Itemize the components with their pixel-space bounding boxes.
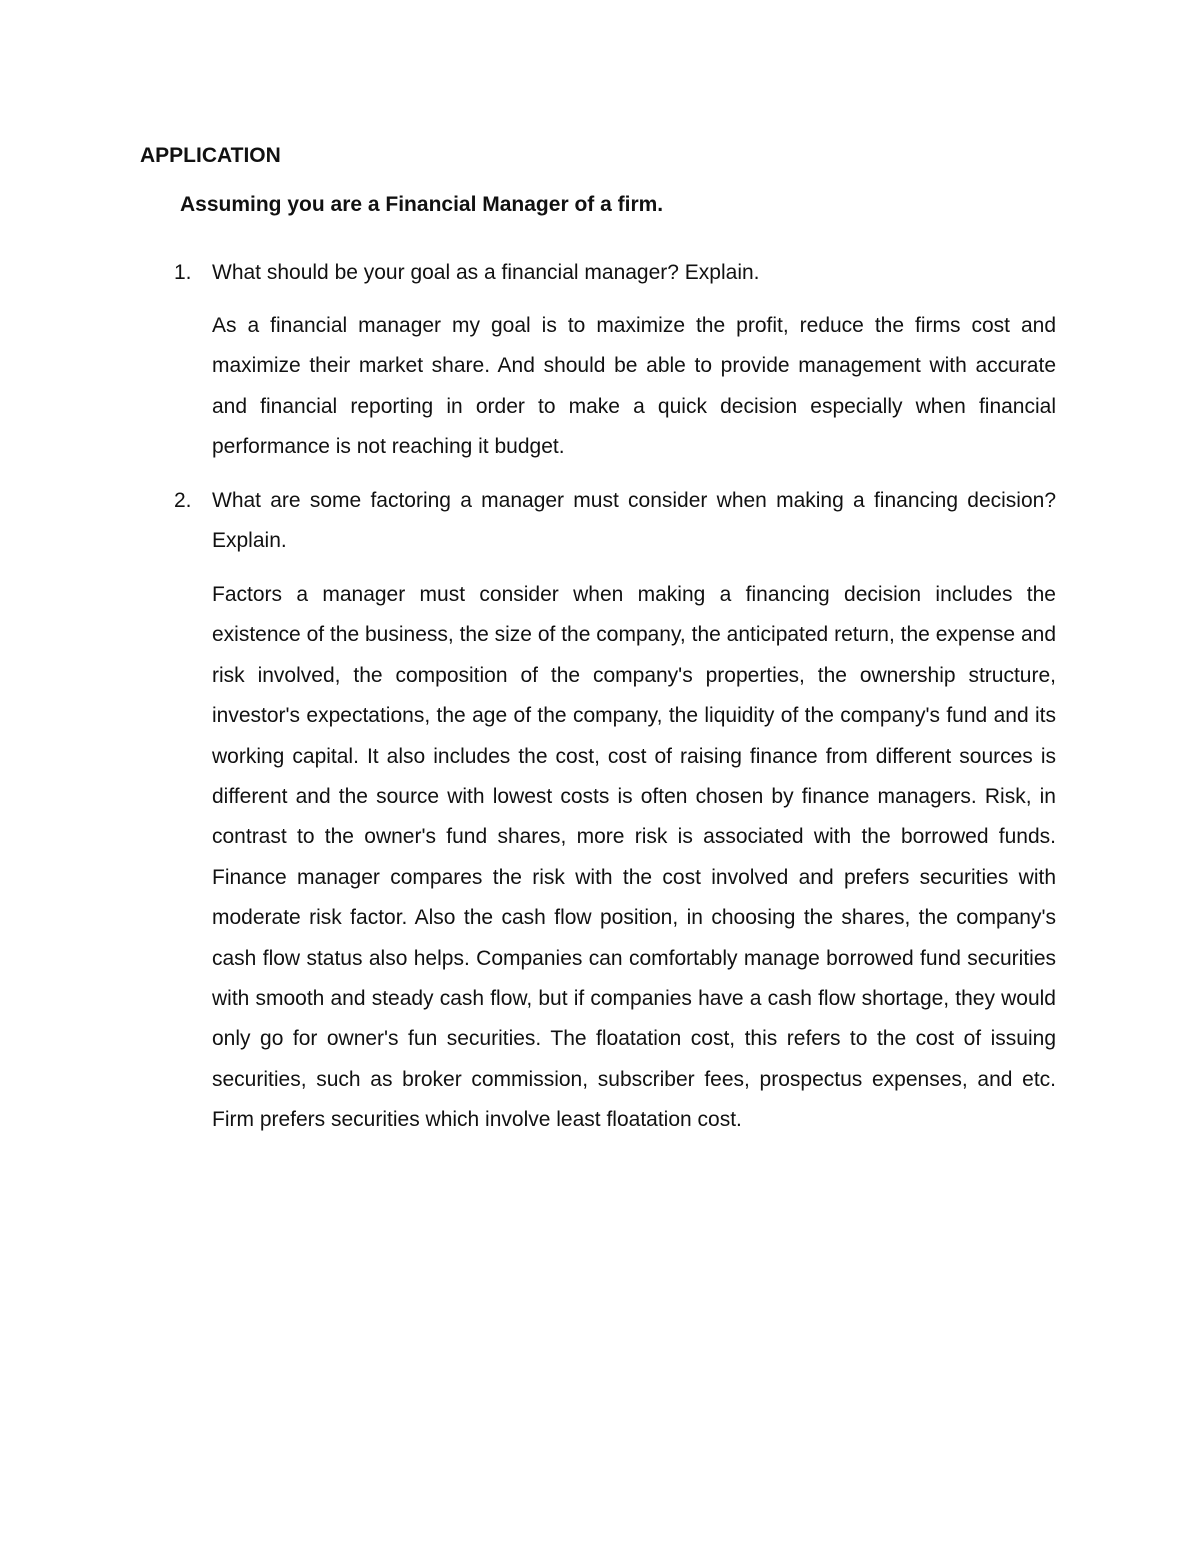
section-heading: APPLICATION [140,144,281,167]
question-1 [174,253,1056,293]
section-subheading: Assuming you are a Financial Manager of a firm. [180,193,664,216]
question-2-text: What are some factoring a manager must consider when making a financing decision? Explain. [212,489,1056,552]
question-2-number: 2. [174,489,192,512]
answer-2-text: Factors a manager must consider when making a financing decision includes the existence of the business, the size of the company, the anticipated return, the expense and risk involved, the composition of the company's properties, the ownership structure, investor's expectations, the age of the company, the liquidity of the company's fund and its working capital. It also includes the cost, cost of raising finance from different sources is different and the source with lowest costs is often chosen by finance managers. Risk, in contrast to the owner's fund shares, more risk is associated with the borrowed funds. Finance manager compares the risk with the cost involved and prefers securities with moderate risk factor. Also the cash flow position, in choosing the shares, the company's cash flow status also helps. Companies can comfortably manage borrowed fund securities with smooth and steady cash flow, but if companies have a cash flow shortage, they would only go for owner's fun securities. The floatation cost, this refers to the cost of issuing securities, such as broker commission, subscriber fees, prospectus expenses, and etc. Firm prefers securities which involve least floatation cost. [212,583,1056,1132]
answer-1-text: As a financial manager my goal is to maximize the profit, reduce the firms cost and maximize their market share. And should be able to provide management with accurate and financial reporting in order to make a quick decision especially when financial performance is not reaching it budget. [212,314,1056,459]
question-2 [174,481,1056,561]
question-1-number: 1. [174,261,192,284]
question-1-text: What should be your goal as a financial manager? Explain. [212,261,760,284]
